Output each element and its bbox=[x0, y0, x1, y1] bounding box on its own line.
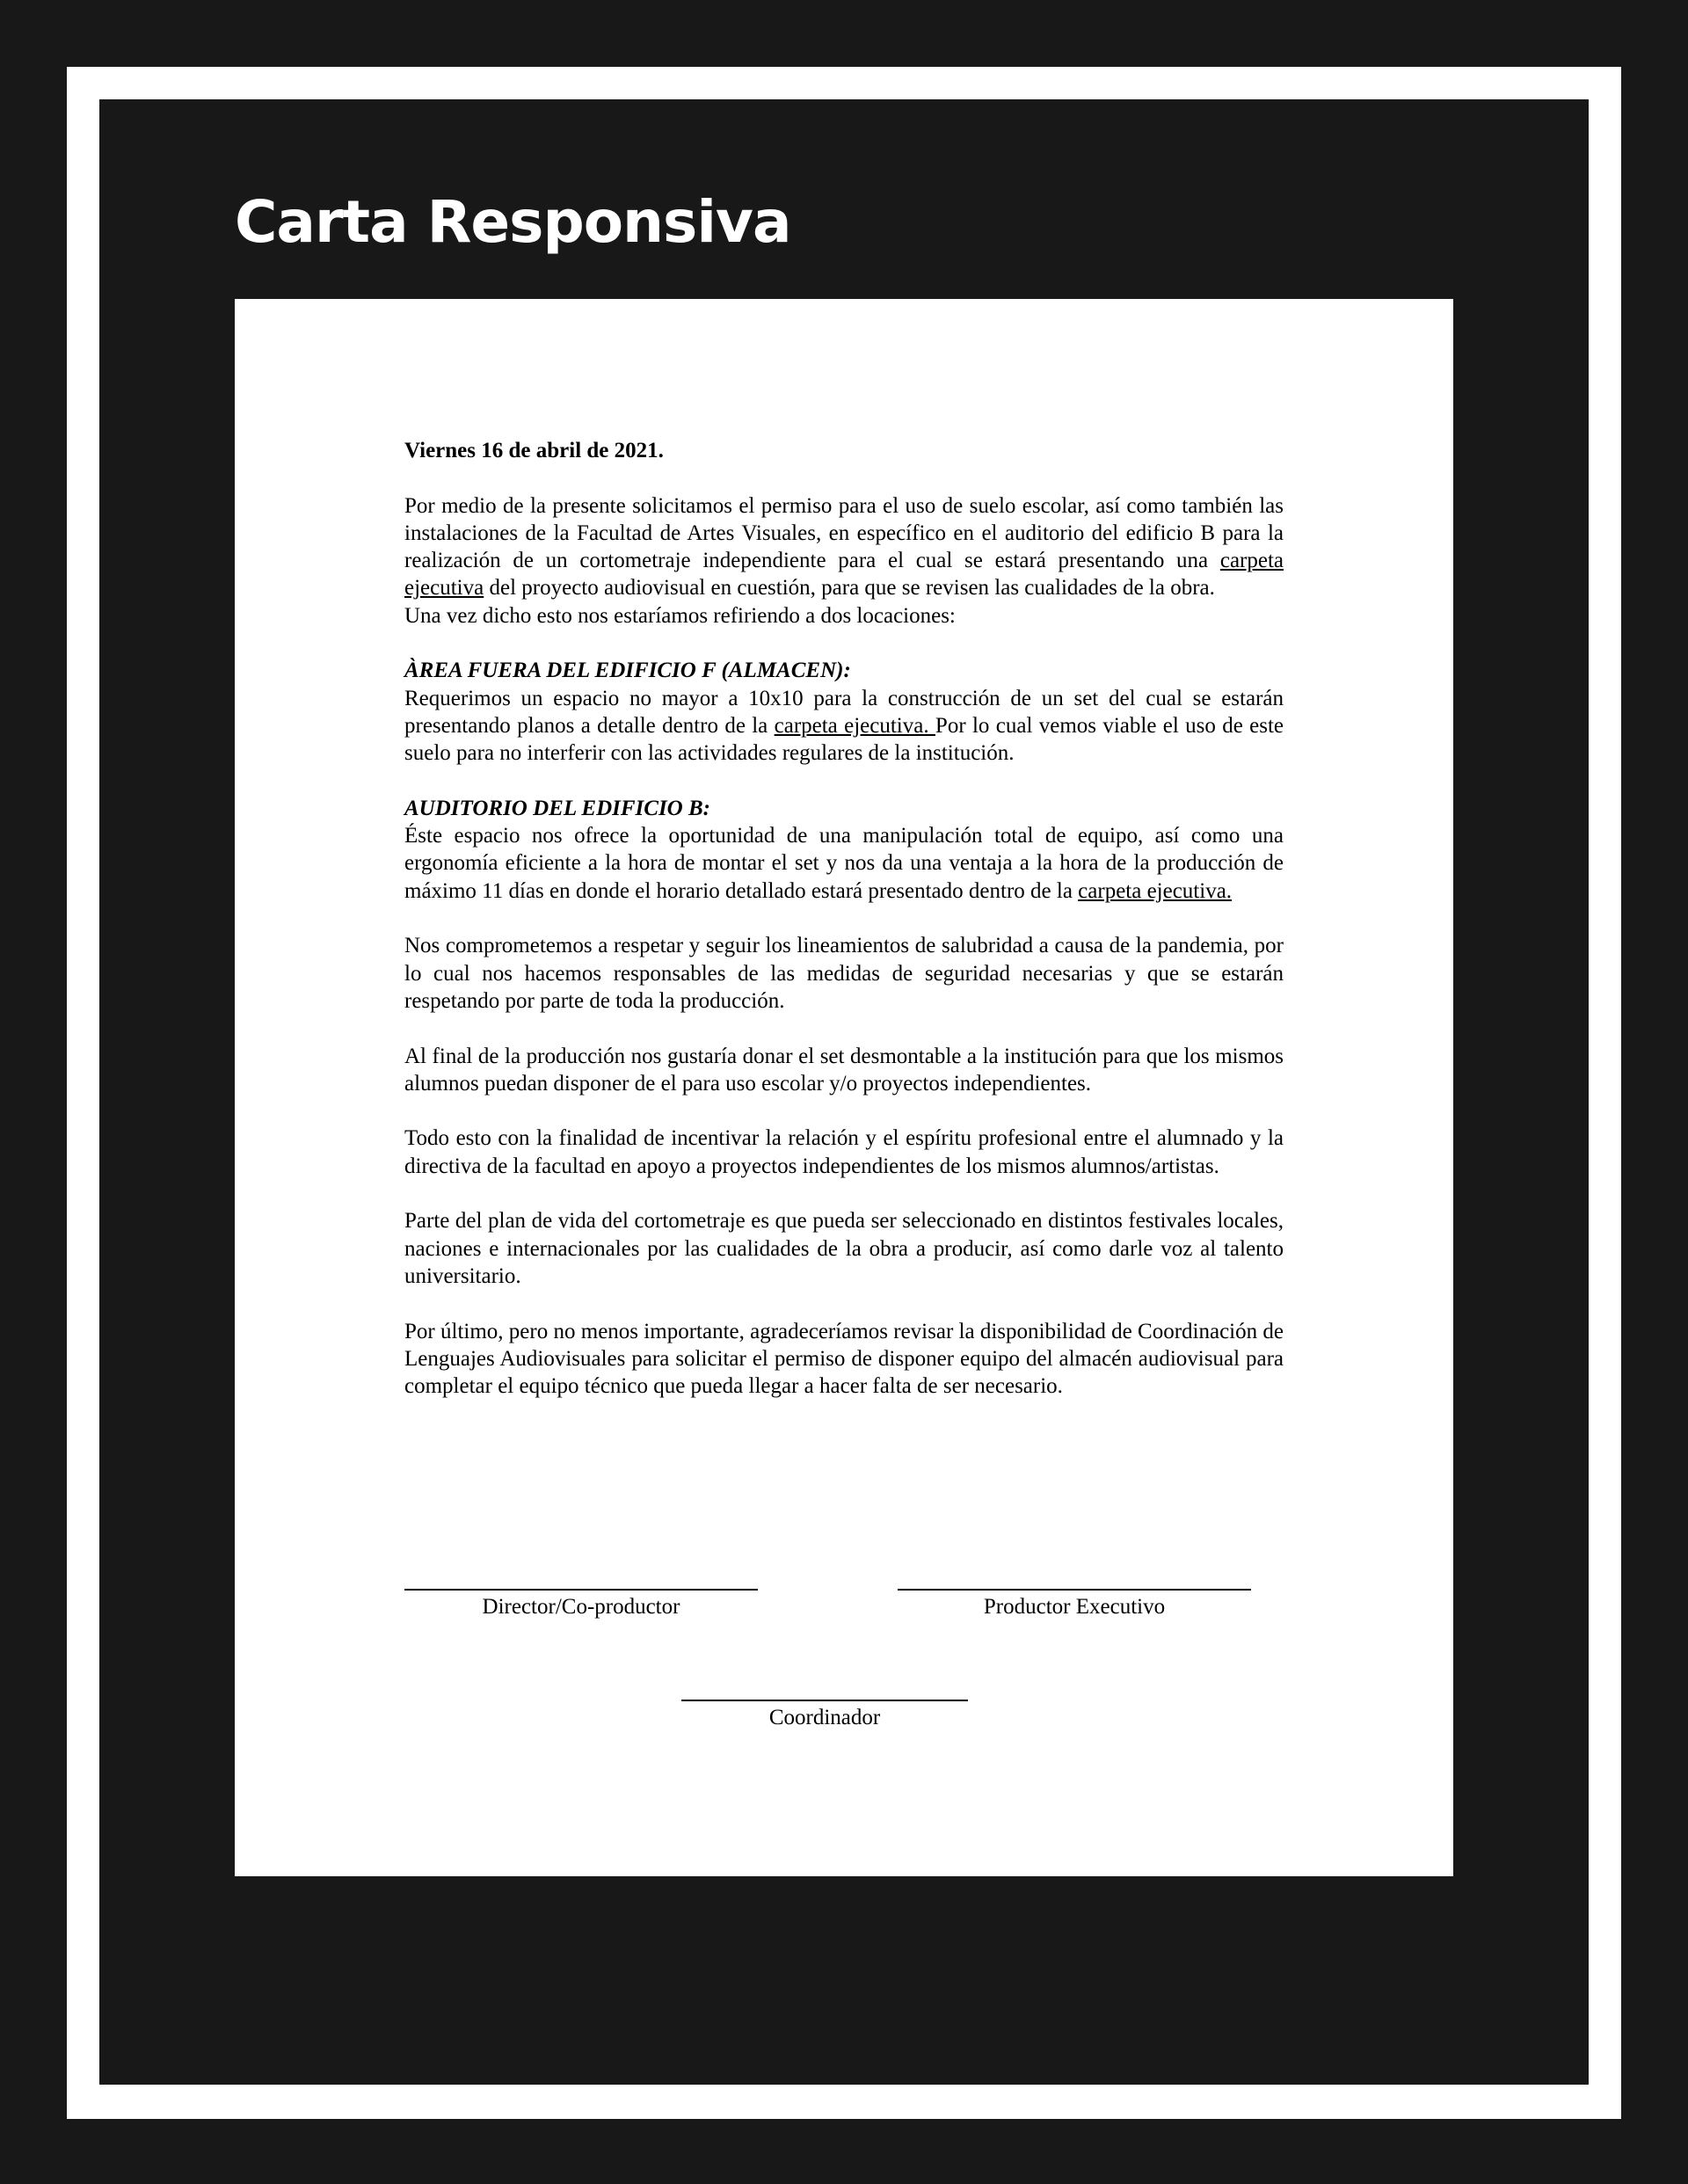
section-f-text-start: Requerimos un espacio no mayor a 10x10 para la construcción de un set del cual se estarán presentando planos a detalle dentro de la bbox=[404, 686, 1284, 738]
intro-text-end: del proyecto audiovisual en cuestión, para que se revisen las cualidades de la obra. bbox=[484, 576, 1215, 601]
locations-line: Una vez dicho esto nos estaríamos refiriendo a dos locaciones: bbox=[404, 603, 956, 628]
letter-date: Viernes 16 de abril de 2021. bbox=[404, 439, 664, 462]
signature-label-coordinador: Coordinador bbox=[768, 1706, 881, 1729]
section-b-paragraph bbox=[404, 822, 1284, 905]
carpeta-ejecutiva-link-1: carpeta ejecutiva bbox=[404, 549, 1284, 601]
section-f-title: ÀREA FUERA DEL EDIFICIO F (ALMACEN): bbox=[404, 659, 851, 683]
signature-line bbox=[898, 1589, 1251, 1591]
intro-paragraph bbox=[404, 492, 1284, 602]
section-f-paragraph bbox=[404, 685, 1284, 768]
paragraph-equipo: Por último, pero no menos importante, agradeceríamos revisar la disponibilidad de Coordinación de Lenguajes Audiovisuales para solicitar el permiso de disponer equipo del almacén audiovisual para completar el equipo técnico que pueda llegar a hacer falta de ser necesario. bbox=[404, 1319, 1284, 1399]
signature-line bbox=[404, 1589, 758, 1591]
signature-line bbox=[681, 1700, 968, 1701]
paragraph-plan-de-vida: Parte del plan de vida del cortometraje es que pueda ser seleccionado en distintos festivales locales, naciones e internacionales por las cualidades de la obra a producir, así como darle voz al talento universitario. bbox=[404, 1209, 1284, 1288]
carpeta-ejecutiva-link-3: carpeta ejecutiva. bbox=[1078, 878, 1233, 903]
signature-director bbox=[404, 1589, 758, 1620]
section-b-text: Éste espacio nos ofrece la oportunidad de una manipulación total de equipo, así como una ergonomía eficiente a la hora de montar el set y nos da una ventaja a la hora de la producción de máximo 11 días en donde el horario detallado estará presentado dentro de la bbox=[404, 824, 1284, 903]
letter-body bbox=[404, 437, 1284, 1400]
paragraph-salubridad: Nos comprometemos a respetar y seguir los lineamientos de salubridad a causa de la pandemia, por lo cual nos hacemos responsables de las medidas de seguridad necesarias y que se estarán respetando por parte de toda la producción. bbox=[404, 934, 1284, 1013]
paragraph-finalidad: Todo esto con la finalidad de incentivar la relación y el espíritu profesional entre el alumnado y la directiva de la facultad en apoyo a proyectos independientes de los mismos alumnos/artistas. bbox=[404, 1126, 1284, 1178]
intro-text-start: Por medio de la presente solicitamos el permiso para el uso de suelo escolar, así como también las instalaciones de la Facultad de Artes Visuales, en específico en el auditorio del edificio B para la realización de un cortometraje independiente para el cual se estará presentando una bbox=[404, 493, 1284, 573]
carpeta-ejecutiva-link-2: carpeta ejecutiva. bbox=[774, 713, 935, 738]
paragraph-donacion: Al final de la producción nos gustaría donar el set desmontable a la institución para que los mismos alumnos puedan disponer de el para uso escolar y/o proyectos independientes. bbox=[404, 1044, 1284, 1096]
signature-coordinador bbox=[681, 1700, 968, 1731]
section-f-text-end: Por lo cual vemos viable el uso de este suelo para no interferir con las actividades regulares de la institución. bbox=[404, 713, 1284, 766]
signature-label-productor: Productor Executivo bbox=[983, 1595, 1166, 1619]
signature-productor bbox=[898, 1589, 1251, 1620]
letter-page bbox=[235, 299, 1453, 1876]
section-b-title: AUDITORIO DEL EDIFICIO B: bbox=[404, 796, 710, 820]
page-title: Carta Responsiva bbox=[235, 188, 791, 256]
signature-label-director: Director/Co-productor bbox=[482, 1595, 680, 1619]
